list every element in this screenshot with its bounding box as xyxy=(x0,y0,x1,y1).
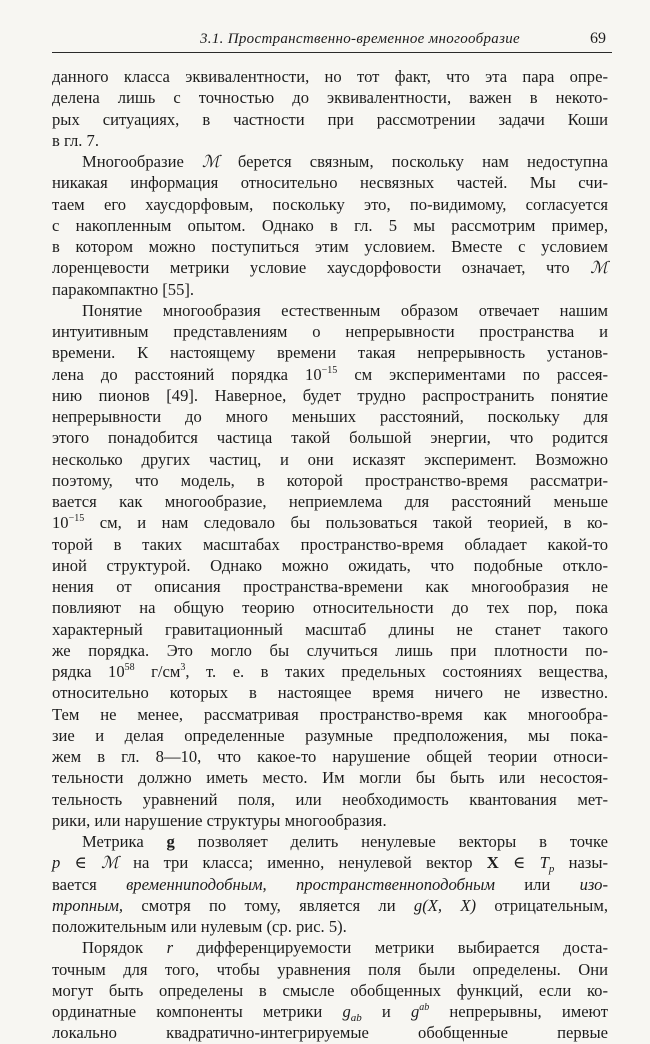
text-line: иной структурой. Однако можно ожидать, что подобные откло- xyxy=(52,555,608,575)
text-line: Понятие многообразия естественным образом отвечает нашим xyxy=(82,300,608,320)
text-line: вается как многообразие, неприемлема для расстояний меньше xyxy=(52,492,608,511)
text-line: этого понадобится частица такой большой энергии, что родится xyxy=(52,428,608,448)
text-line: рых ситуациях, в частности при рассмотрении задачи Коши xyxy=(52,109,608,129)
text-line: паракомпактно [55]. xyxy=(52,279,195,299)
text-line: делена лишь с точностью до эквивалентности, важен в некото- xyxy=(52,88,608,108)
manifold-symbol: ℳ xyxy=(101,853,119,873)
text-line: локально квадратично-интегрируемые обобщенные первые xyxy=(52,1023,608,1043)
text-line: $10^{-15}$ см, и нам следовало бы пользоваться такой теорией, в ко- xyxy=(52,513,608,533)
text-line: Метрика g позволяет делить ненулевые векторы в точке xyxy=(82,832,608,851)
running-header xyxy=(52,30,612,53)
text-line: тропным, смотря по тому, является ли g(X, X) отрицательным, xyxy=(52,895,608,915)
text-line: относительно которых в настоящее время ничего не известно. xyxy=(52,683,608,703)
metric-symbol: g xyxy=(166,832,175,851)
text-line: Порядок r дифференцируемости метрики выбирается доста- xyxy=(82,938,608,958)
text-line: в гл. 7. xyxy=(52,130,99,150)
text-line: ординатные компоненты метрики $g_{ab}$ и $g^{ab}$ непрерывны, имеют xyxy=(52,1002,608,1024)
exponent: 58 xyxy=(124,662,135,673)
page-number: 69 xyxy=(590,30,606,47)
exponent: 3 xyxy=(180,662,186,673)
text-line: Многообразие ℳ берется связным, поскольку нам недоступна xyxy=(82,152,608,171)
text-line: интуитивным представлениям о непрерывности пространства и xyxy=(52,322,608,341)
text-line: характерный гравитационный масштаб длины не станет такого xyxy=(52,619,608,639)
text-line: p ∈ ℳ на три класса; именно, ненулевой вектор X ∈ $T_p$ назы- xyxy=(52,853,609,876)
exponent: −15 xyxy=(321,364,338,376)
text-line: с накопленным опытом. Однако в гл. 5 мы рассмотрим пример, xyxy=(52,215,608,235)
text-line: рядка $10^{58}$ $г/см^3$, т. е. в таких предельных состояниях вещества, xyxy=(52,662,609,681)
text-line: вается временниподобным, пространственноподобным или изо- xyxy=(52,874,608,894)
text-line: тельность уравнений поля, или необходимость квантования мет- xyxy=(52,789,608,809)
norm-expression: g(X, X) xyxy=(413,895,476,915)
text-line: торой в таких масштабах пространство-время обладает какой-то xyxy=(52,534,608,554)
running-head-title: 3.1. Пространственно-временное многообразие xyxy=(200,31,520,47)
text-line: непрерывности до много меньших расстояний, поскольку для xyxy=(52,407,608,426)
exponent: −15 xyxy=(68,513,85,525)
text-line: жем в гл. 8—10, что какое-то нарушение общей теории относи- xyxy=(52,747,608,766)
text-line: данного класса эквивалентности, но тот факт, что эта пара опре- xyxy=(52,67,608,86)
text-line: несколько других частиц, и они исказят эксперимент. Возможно xyxy=(52,449,608,469)
text-line: в котором можно поступиться этим условием. Вместе с условием xyxy=(52,237,608,256)
text-line: же порядка. Это могло бы случиться лишь при плотности по- xyxy=(52,640,608,660)
text-line: повлияют на общую теорию относительности до тех пор, пока xyxy=(52,598,608,618)
text-line: лена до расстояний порядка $10^{-15}$ см экспериментами по рассея- xyxy=(52,364,608,384)
text-line: никакая информация относительно несвязных частей. Мы счи- xyxy=(52,173,608,193)
body-text xyxy=(52,66,608,1044)
text-line: тельности должно иметь место. Им могли бы быть или несостоя- xyxy=(52,768,608,788)
text-line: положительным или нулевым (ср. рис. 5). xyxy=(52,917,347,936)
manifold-symbol: ℳ xyxy=(590,258,608,278)
text-line: нения от описания пространства-времени как многообразия не xyxy=(52,577,608,596)
manifold-symbol: ℳ xyxy=(201,152,220,171)
text-line: могут быть определены в смысле обобщенных функций, если ко- xyxy=(52,980,608,1000)
text-line: зие и делая определенные разумные предположения, мы пока- xyxy=(52,725,608,745)
text-line: таем его хаусдорфовым, поскольку это, по-видимому, согласуется xyxy=(52,194,608,214)
text-line: поэтому, что модель, в которой пространство-время рассматри- xyxy=(52,470,608,490)
text-line: рики, или нарушение структуры многообразия. xyxy=(52,810,387,830)
text-line: времени. К настоящему времени такая непрерывность установ- xyxy=(52,343,608,363)
text-line: Тем не менее, рассматривая пространство-время как многообра- xyxy=(52,704,608,724)
text-line: лоренцевости метрики условие хаусдорфовости означает, что ℳ xyxy=(52,258,608,278)
text-line: точным для того, чтобы уравнения поля были определены. Они xyxy=(52,959,608,979)
text-line: нию пионов [49]. Наверное, будет трудно распространить понятие xyxy=(52,385,608,405)
